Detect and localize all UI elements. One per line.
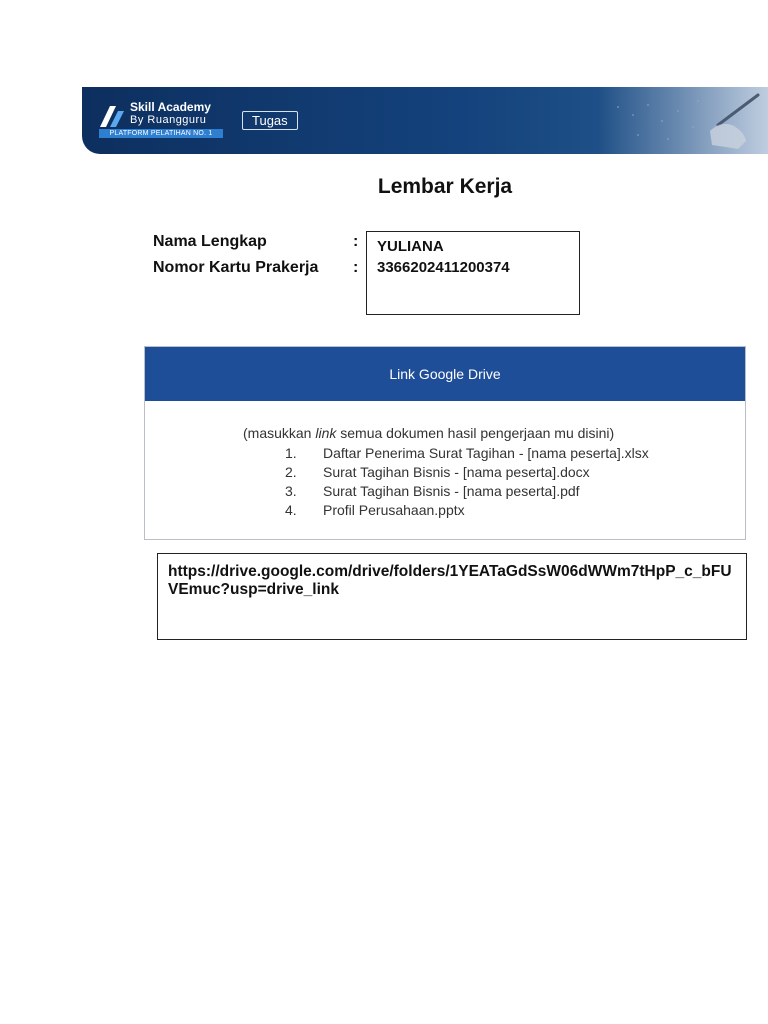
panel-instruction: [243, 425, 614, 441]
identity-value-box: [366, 231, 580, 315]
list-item-text: Surat Tagihan Bisnis - [nama peserta].pdf: [323, 483, 580, 499]
prakerja-card-value: 3366202411200374: [377, 259, 510, 276]
banner-photo: [598, 87, 768, 154]
list-item: [285, 483, 580, 499]
list-item-number: 3.: [285, 483, 297, 499]
instruction-emphasis: link: [315, 425, 337, 441]
hand-writing-illustration-icon: [598, 87, 768, 154]
page-title: Lembar Kerja: [377, 175, 513, 198]
tugas-badge: Tugas: [242, 111, 298, 130]
header-banner: [82, 87, 768, 154]
skill-academy-logo: [98, 100, 224, 140]
brand-subtitle: By Ruangguru: [130, 114, 207, 126]
prakerja-card-label: Nomor Kartu Prakerja: [153, 259, 319, 276]
list-item-number: 2.: [285, 464, 297, 480]
list-item-text: Surat Tagihan Bisnis - [nama peserta].docx: [323, 464, 590, 480]
full-name-label: Nama Lengkap: [153, 233, 267, 250]
list-item-text: Profil Perusahaan.pptx: [323, 502, 465, 518]
list-item-number: 4.: [285, 502, 297, 518]
instruction-text-start: (masukkan: [243, 425, 316, 441]
drive-link-box: [157, 553, 747, 640]
instruction-text-end: semua dokumen hasil pengerjaan mu disini): [336, 425, 615, 441]
instruction-panel: [144, 346, 746, 540]
brand-tagline: PLATFORM PELATIHAN NO. 1: [99, 129, 223, 138]
list-item: [285, 464, 590, 480]
drive-link[interactable]: https://drive.google.com/drive/folders/1YEATaGdSsW06dWWm7tHpP_c_bFUVEmuc?usp=drive_link: [168, 563, 732, 598]
list-item: [285, 502, 465, 518]
skill-academy-logo-icon: [98, 103, 126, 129]
list-item: [285, 445, 649, 461]
brand-title: Skill Academy: [130, 100, 211, 114]
prakerja-card-colon: :: [353, 259, 359, 276]
panel-header: Link Google Drive: [145, 347, 745, 401]
full-name-colon: :: [353, 233, 359, 250]
full-name-value: YULIANA: [377, 238, 444, 255]
list-item-number: 1.: [285, 445, 297, 461]
list-item-text: Daftar Penerima Surat Tagihan - [nama peserta].xlsx: [323, 445, 649, 461]
